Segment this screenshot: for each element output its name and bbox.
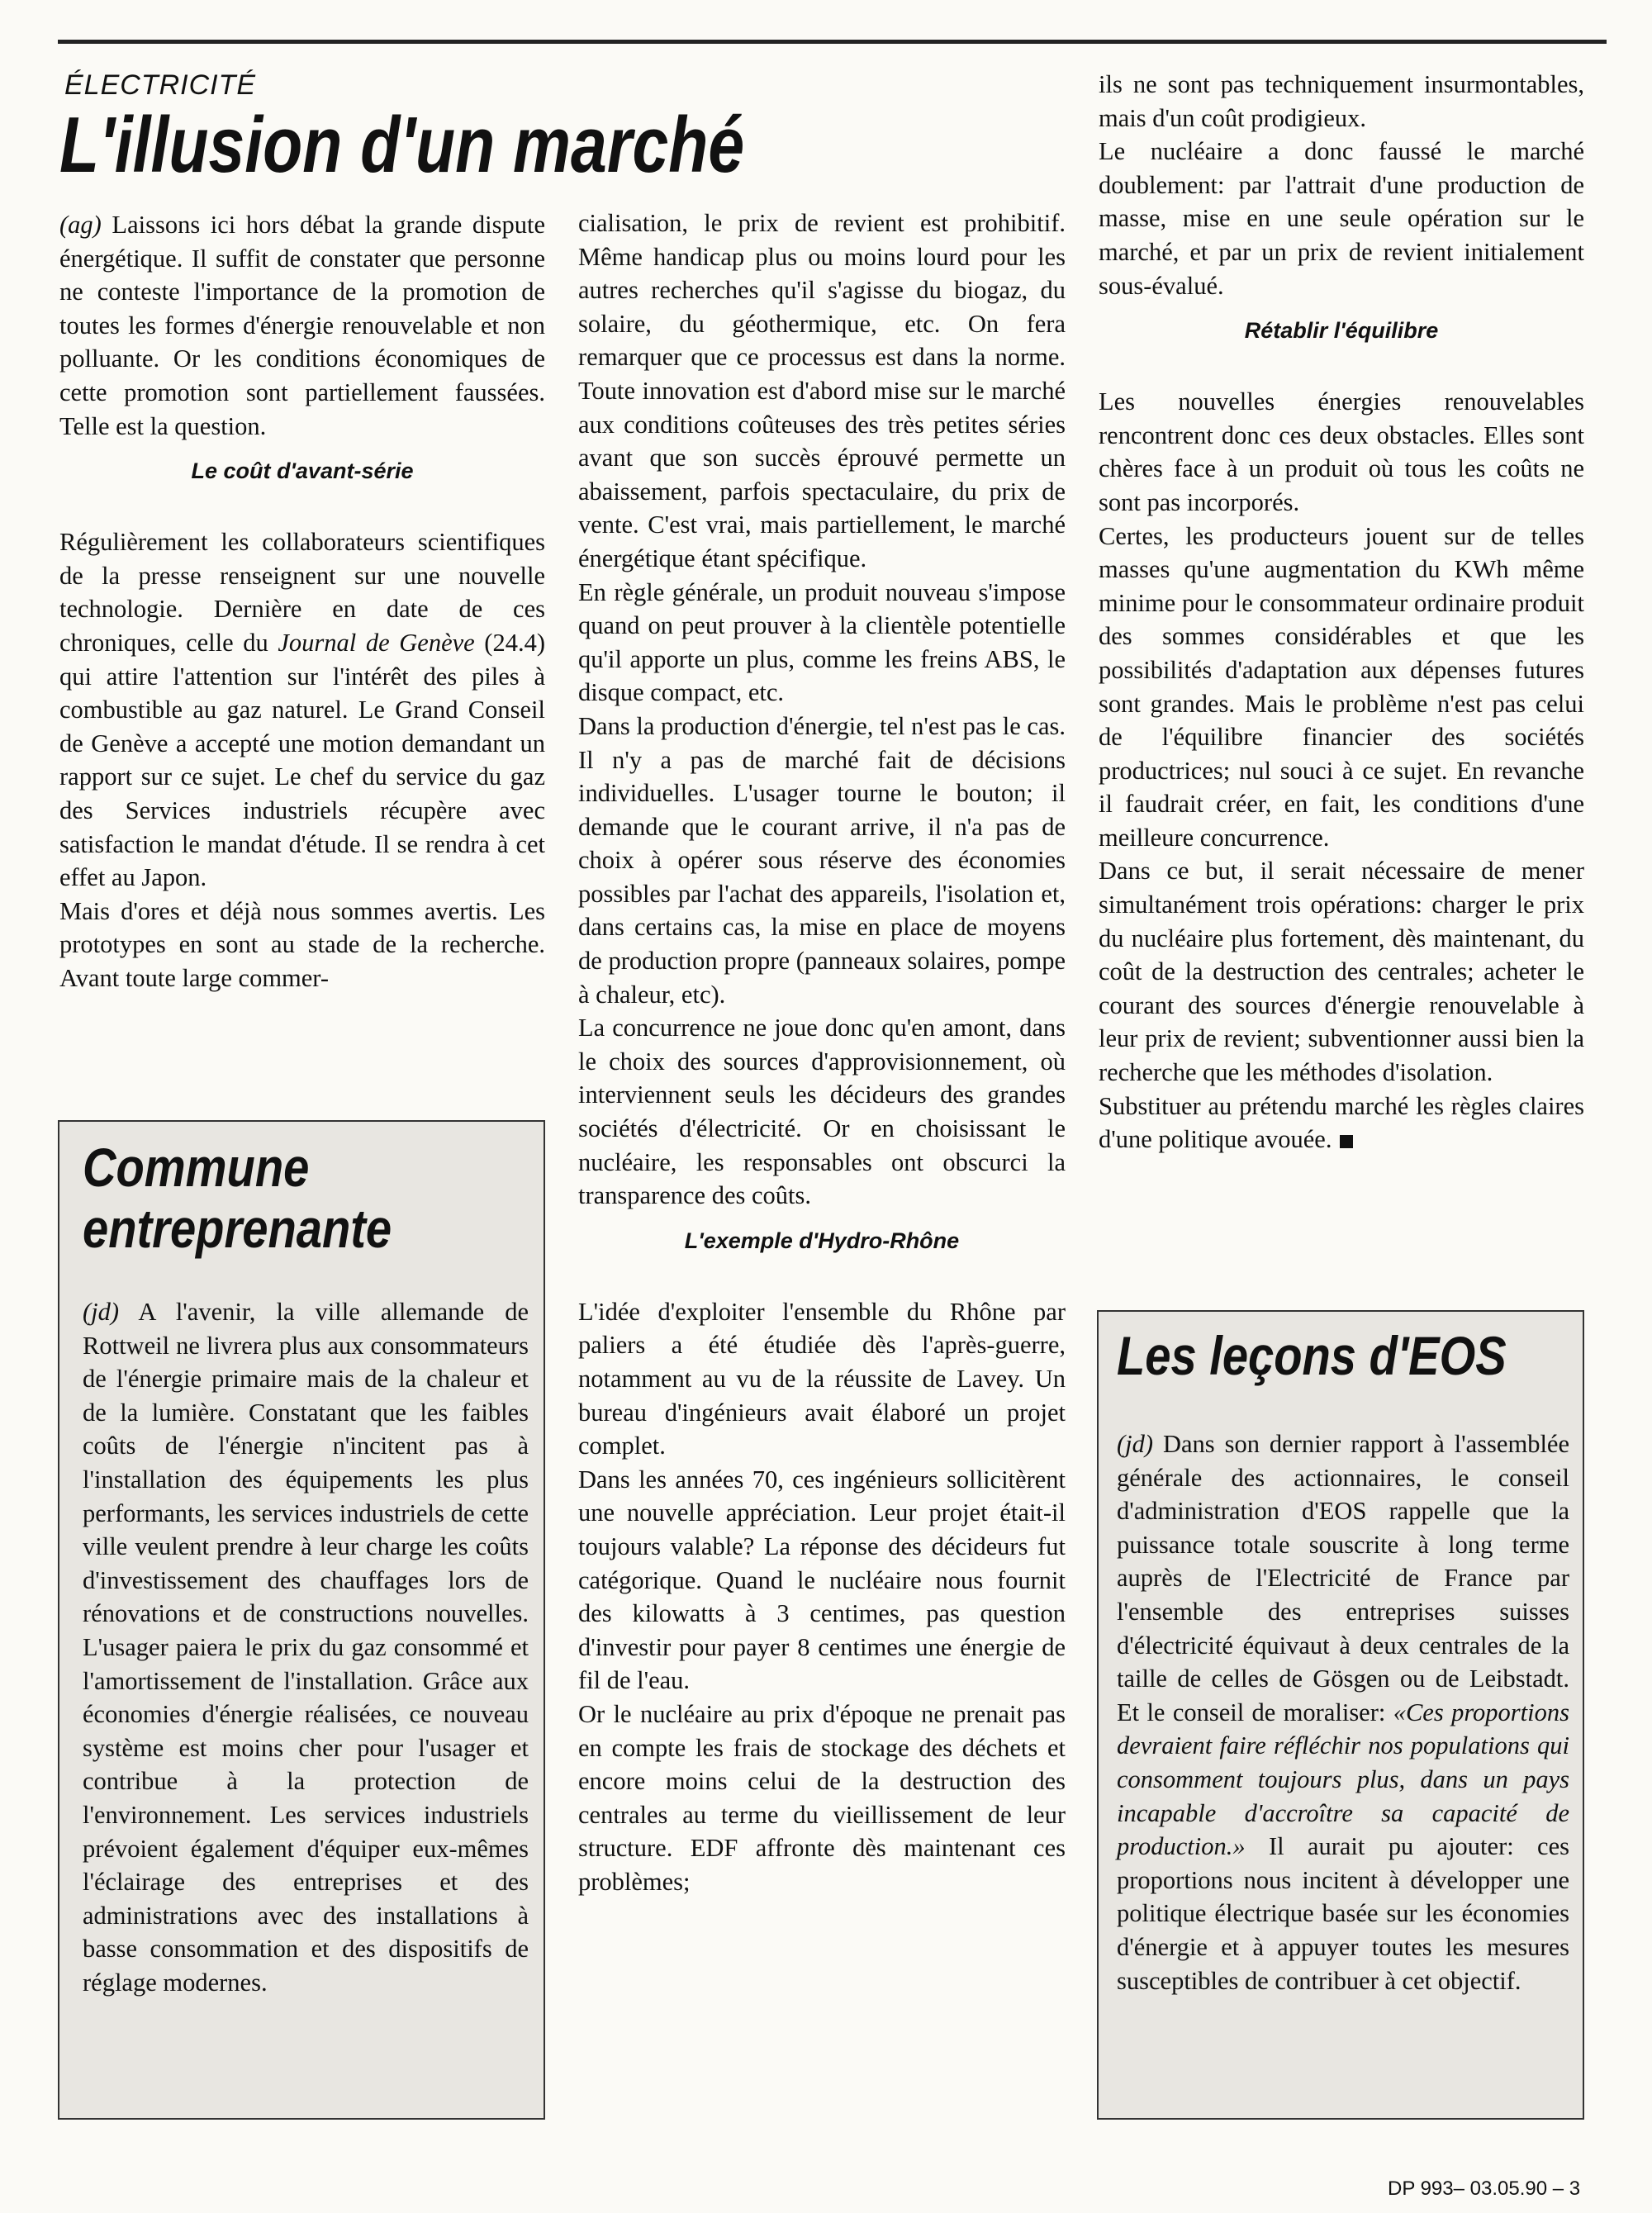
subheading: Rétablir l'équilibre: [1244, 318, 1439, 344]
box-text: (jd) A l'avenir, la ville allemande de Rottweil ne livrera plus aux consommateurs de l'énergie primaire mais de la chaleur et de la lumière. Constatant que les faibles coûts de l'énergie n'incitent pas à l'installation des équipements les plus performants, les services industriels de cette ville veulent prendre à leur charge les coûts d'investissement des chauffages lors de rénovations et de constructions nouvelles. L'usager paiera le prix du gaz consommé et l'amortissement de l'installation. Grâce aux économies d'énergie réalisées, ce nouveau système est moins cher pour l'usager et contribue à la protection de l'environnement. Les services industriels prévoient également d'équiper eux-mêmes l'éclairage des entreprises et des administrations avec des installations à basse consommation et des dispositifs de réglage modernes.: [83, 1298, 529, 1997]
sidebar-box-commune: [58, 1120, 545, 2120]
paragraph: Mais d'ores et déjà nous sommes avertis. Les prototypes en sont au stade de la recherche. Avant toute large commer-: [59, 896, 545, 992]
paragraph: Dans ce but, il serait nécessaire de mener simultanément trois opérations: charger le prix du nucléaire plus fortement, dès maintenant, du coût de la destruction des centrales; acheter le courant des sources d'énergie renouvelable à leur prix de revient; subventionner aussi bien la recherche que les méthodes d'isolation.: [1099, 857, 1584, 1087]
paragraph: Les nouvelles énergies renouvelables rencontrent donc ces deux obstacles. Elles sont chères face à un produit où tous les coûts ne sont pas incorporés.: [1099, 387, 1584, 516]
publication-name: Journal de Genève: [278, 628, 475, 657]
column-2: [578, 207, 1066, 1899]
author-tag: (jd): [83, 1298, 120, 1326]
paragraph: Dans les années 70, ces ingénieurs sollicitèrent une nouvelle appréciation. Leur projet était-il toujours valable? La réponse des décideurs fut catégorique. Quand le nucléaire nous fournit des kilowatts à 3 centimes, pas question d'investir pour payer 8 centimes une énergie de fil de l'eau.: [578, 1465, 1066, 1695]
paragraph: Certes, les producteurs jouent sur de telles masses qu'une augmentation du KWh même minime pour le consommateur ordinaire produit des sommes considérables et que les possibilités d'adaptation aux dépenses futures sont grandes. Mais le problème n'est pas celui de l'équilibre financier des sociétés productrices; nul souci à ce sujet. En revanche il faudrait créer, en fait, les conditions d'une meilleure concurrence.: [1099, 521, 1584, 852]
paragraph: Régulièrement les collaborateurs scientifiques de la presse renseignent sur une nouvelle technologie. Dernière en date de ces chroniques, celle du Journal de Genève (24.4) qui attire l'attention sur l'intérêt des piles à combustible au gaz naturel. Le Grand Conseil de Genève a accepté une motion demandant un rapport sur ce sujet. Le chef du service du gaz des Services industriels récupère avec satisfaction le mandat d'étude. Il se rendra à cet effet au Japon.: [59, 528, 545, 892]
author-tag: (ag): [59, 211, 102, 239]
subheading: Le coût d'avant-série: [191, 458, 414, 484]
section-kicker: ÉLECTRICITÉ: [64, 69, 257, 101]
paragraph: cialisation, le prix de revient est prohibitif. Même handicap plus ou moins lourd pour les autres recherches qu'il s'agisse du biogaz, du solaire, du géothermique, etc. On fera remarquer que ce processus est dans la norme. Toute innovation est d'abord mise sur le marché aux conditions coûteuses des très petites séries avant que son succès éprouvé permette un abaissement, parfois spectaculaire, du prix de vente. C'est vrai, mais partiellement, le marché énergétique étant spécifique.: [578, 209, 1066, 572]
column-3: [1099, 68, 1584, 1156]
author-tag: (jd): [1117, 1430, 1154, 1458]
quote: «Ces proportions devraient faire réfléchir nos populations qui consomment toujours plus, dans un pays incapable d'accroître sa capacité de production.»: [1117, 1698, 1569, 1861]
column-1: [59, 208, 545, 995]
paragraph: Dans la production d'énergie, tel n'est pas le cas. Il n'y a pas de marché fait de décisions individuelles. L'usager tourne le bouton; il demande que le courant arrive, il n'a pas de choix à opérer sous réserve des économies possibles par l'achat des appareils, l'isolation et, dans certains cas, la mise en place de moyens de production propre (panneaux solaires, pompe à chaleur, etc).: [578, 711, 1066, 1009]
paragraph: En règle générale, un produit nouveau s'impose quand on peut prouver à la clientèle potentielle qu'il apporte un plus, comme les freins ABS, le disque compact, etc.: [578, 577, 1066, 707]
paragraph: Substituer au prétendu marché les règles claires d'une politique avouée.: [1099, 1091, 1584, 1154]
page-footer: DP 993– 03.05.90 – 3: [1388, 2177, 1581, 2200]
subheading: L'exemple d'Hydro-Rhône: [684, 1228, 960, 1253]
paragraph: Le nucléaire a donc faussé le marché doublement: par l'attrait d'une production de masse, mise en une seule opération sur le marché, et par un prix de revient initialement sous-évalué.: [1099, 137, 1584, 300]
paragraph: Or le nucléaire au prix d'époque ne prenait pas en compte les frais de stockage des déchets et encore moins celui de la destruction des centrales au terme du vieillissement de leur structure. EDF affronte dès maintenant ces problèmes;: [578, 1699, 1066, 1896]
end-of-article-icon: [1340, 1135, 1353, 1148]
paragraph: La concurrence ne joue donc qu'en amont, dans le choix des sources d'approvisionnement, où interviennent seuls les décideurs des grandes sociétés d'électricité. Or en choisissant le nucléaire, les responsables ont obscurci la transparence des coûts.: [578, 1014, 1066, 1210]
paragraph: L'idée d'exploiter l'ensemble du Rhône par paliers a été étudiée dès l'après-guerre, notamment au vu de la réussite de Lavey. Un bureau d'ingénieurs avait élaboré un projet complet.: [578, 1297, 1066, 1460]
box-title: Les leçons d'EOS: [1117, 1325, 1507, 1386]
article-headline: L'illusion d'un marché: [59, 101, 745, 189]
paragraph: ils ne sont pas techniquement insurmontables, mais d'un coût prodigieux.: [1099, 70, 1584, 132]
box-text: (jd) Dans son dernier rapport à l'assemblée générale des actionnaires, le conseil d'administration d'EOS rappelle que la puissance totale souscrite à long terme auprès de l'Electricité de France par l'ensemble des entreprises suisses d'électricité équivaut à deux centrales de la taille de celles de Gösgen ou de Leibstadt. Et le conseil de moraliser: «Ces proportions devraient faire réfléchir nos populations qui consomment toujours plus, dans un pays incapable d'accroître sa capacité de production.» Il aurait pu ajouter: ces proportions nous incitent à développer une politique électrique basée sur les économies d'énergie et à appuyer toutes les mesures susceptibles de contribuer à cet objectif.: [1117, 1430, 1569, 1995]
box-title: Commune entreprenante: [83, 1137, 392, 1259]
sidebar-box-eos: [1097, 1310, 1584, 2120]
paragraph: (ag) Laissons ici hors débat la grande dispute énergétique. Il suffit de constater que personne ne conteste l'importance de la promotion de toutes les formes d'énergie renouvelable et non polluante. Or les conditions économiques de cette promotion sont partiellement faussées. Telle est la question.: [59, 211, 545, 440]
top-rule: [58, 40, 1607, 44]
